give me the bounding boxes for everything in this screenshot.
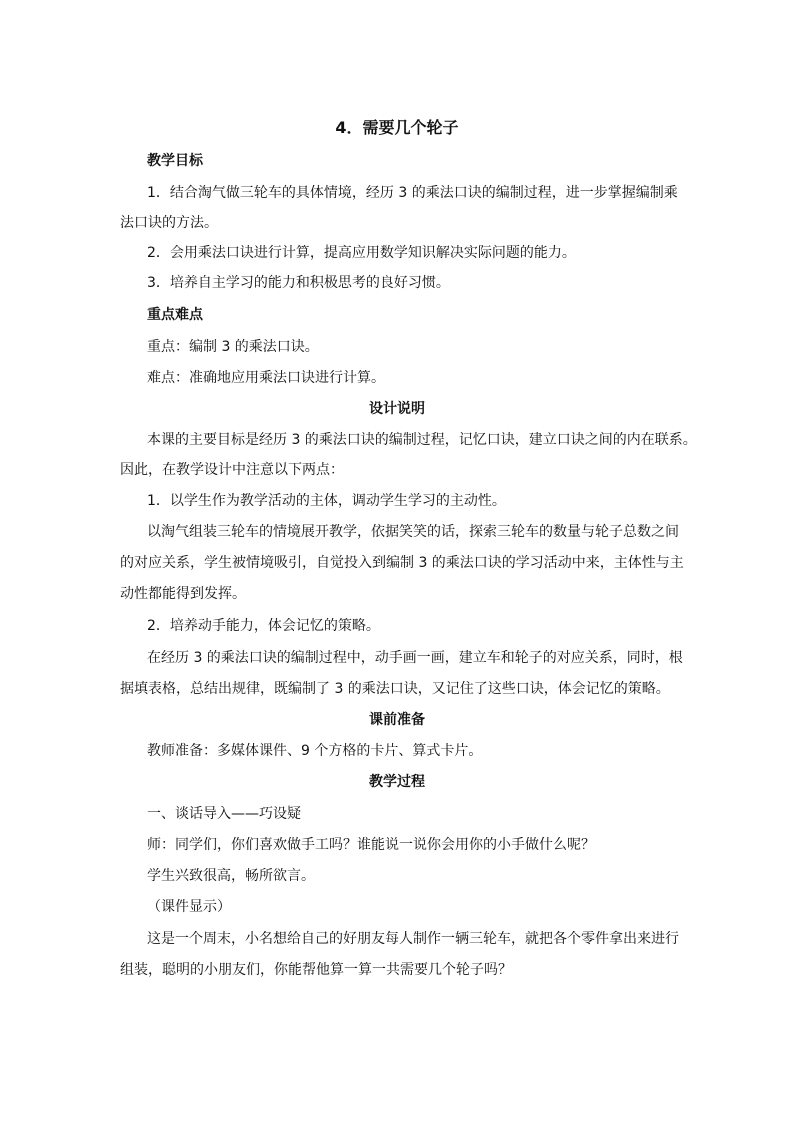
paragraph-line: 这是一个周末，小名想给自己的好朋友每人制作一辆三轮车，就把各个零件拿出来进行	[147, 931, 679, 947]
paragraph-line: 因此，在教学设计中注意以下两点：	[120, 462, 344, 478]
paragraph-line: 动性都能得到发挥。	[120, 586, 246, 602]
paragraph-line: 在经历 3 的乘法口诀的编制过程中，动手画一画，建立车和轮子的对应关系，同时，根	[147, 650, 683, 666]
paragraph-line: 一、谈话导入——巧设疑	[147, 806, 301, 822]
paragraph-line: 1．结合淘气做三轮车的具体情境，经历 3 的乘法口诀的编制过程，进一步掌握编制乘	[147, 185, 678, 201]
paragraph-line: （课件显示）	[147, 899, 231, 915]
paragraph-line: 据填表格，总结出规律，既编制了 3 的乘法口诀，又记住了这些口诀，体会记忆的策略。	[120, 681, 670, 697]
paragraph-line: 本课的主要目标是经历 3 的乘法口诀的编制过程，记忆口诀，建立口诀之间的内在联系。	[147, 432, 697, 448]
paragraph-line: 1．以学生作为教学活动的主体，调动学生学习的主动性。	[147, 493, 506, 509]
page-title: 4．需要几个轮子	[335, 118, 459, 137]
paragraph-line: 重点：编制 3 的乘法口诀。	[147, 339, 319, 355]
section-heading-goals: 教学目标	[147, 153, 203, 169]
section-heading-process: 教学过程	[369, 774, 425, 790]
section-heading-design: 设计说明	[369, 401, 425, 417]
paragraph-line: 组装，聪明的小朋友们，你能帮他算一算一共需要几个轮子吗？	[120, 962, 512, 978]
paragraph-line: 以淘气组装三轮车的情境展开教学，依据笑笑的话，探索三轮车的数量与轮子总数之间	[147, 524, 679, 540]
paragraph-line: 难点：准确地应用乘法口诀进行计算。	[147, 370, 385, 386]
paragraph-line: 2．会用乘法口诀进行计算，提高应用数学知识解决实际问题的能力。	[147, 245, 576, 261]
paragraph-line: 学生兴致很高，畅所欲言。	[147, 868, 315, 884]
section-heading-key-points: 重点难点	[147, 307, 203, 323]
paragraph-line: 的对应关系，学生被情境吸引，自觉投入到编制 3 的乘法口诀的学习活动中来，主体性与主	[120, 555, 684, 571]
paragraph-line: 教师准备：多媒体课件、9 个方格的卡片、算式卡片。	[147, 743, 483, 759]
paragraph-line: 2．培养动手能力，体会记忆的策略。	[147, 618, 380, 634]
paragraph-line: 法口诀的方法。	[120, 215, 218, 231]
paragraph-line: 3．培养自主学习的能力和积极思考的良好习惯。	[147, 275, 450, 291]
paragraph-line: 师：同学们，你们喜欢做手工吗？谁能说一说你会用你的小手做什么呢？	[147, 837, 595, 853]
section-heading-preparation: 课前准备	[369, 712, 425, 728]
